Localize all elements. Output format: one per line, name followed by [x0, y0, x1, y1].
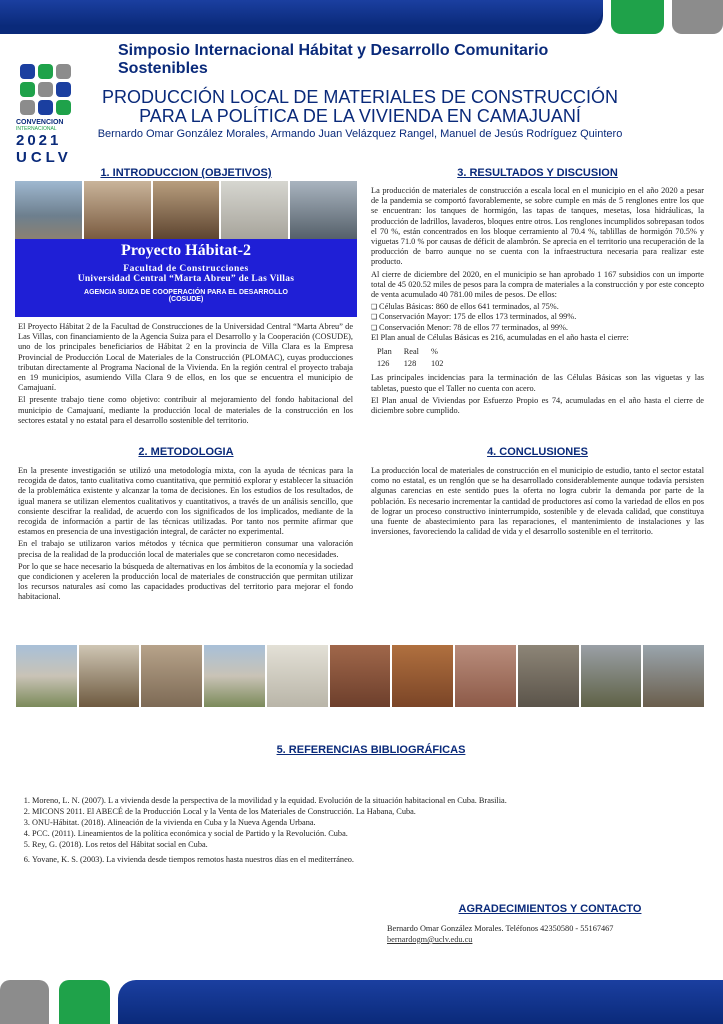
title-line-2: PARA LA POLÍTICA DE LA VIVIENDA EN CAMAJUANÍ [139, 106, 581, 126]
photo [330, 645, 391, 707]
table-header-cell: % [430, 347, 438, 357]
reference-item: 4. PCC. (2011). Lineamientos de la política económica y social de Partido y la Revolución. Cuba. [32, 828, 618, 839]
photo [643, 645, 704, 707]
photo [267, 645, 328, 707]
section-3-body [371, 186, 704, 418]
reference-item: 3. ONU-Hábitat. (2018). Alineación de la vivienda en Cuba y la Nueva Agenda Urbana. [32, 817, 618, 828]
symposium-name: Simposio Internacional Hábitat y Desarrollo Comunitario Sostenibles [118, 42, 549, 77]
section-5-title: 5. REFERENCIAS BIBLIOGRÁFICAS [276, 744, 466, 756]
photo [84, 181, 151, 239]
section-2-title: 2. METODOLOGIA [138, 446, 234, 458]
logo-squares [20, 64, 72, 115]
section-3-title: 3. RESULTADOS Y DISCUSION [457, 167, 618, 179]
section-4-body [371, 466, 704, 539]
photo [79, 645, 140, 707]
banner-agency: AGENCIA SUIZA DE COOPERACIÓN PARA EL DESARROLLO [84, 289, 288, 296]
poster-title [90, 88, 630, 126]
photo [141, 645, 202, 707]
project-banner [15, 239, 357, 317]
paragraph: La producción local de materiales de construcción en el municipio de estudio, tanto el sector estatal como no estatal, es un renglón que se ha desarrollado considerablemente aunque todavía persisten algunas carencias en este sentido pues la oferta no logra cubrir la demanda por parte de la población. Es necesario incrementar la cantidad de productores así como la variedad de ellos en pos de lograr un proceso constructivo ininterrumpido, sostenible y de elevada calidad, que constituya una fuente de abastecimiento para las reparaciones, el mantenimiento de instalaciones y las inversiones, favoreciendo la calidad de vida y el desarrollo sostenible en el territorio. [371, 466, 704, 537]
contact-line: Bernardo Omar González Morales. Teléfonos 42350580 - 55167467 [387, 924, 614, 933]
top-blue-band [0, 0, 603, 34]
reference-item: 6. Yovane, K. S. (2003). La vivienda desde tiempos remotos hasta nuestros días en el mediterráneo. [32, 854, 618, 865]
photo [204, 645, 265, 707]
banner-faculty: Facultad de Construcciones [123, 264, 249, 274]
paragraph: En el trabajo se utilizaron varios métodos y técnica que permitieron consumar una valoración precisa de la realidad de la producción local de materiales que se concretaron como necesidades. [18, 539, 353, 559]
list-item: ❑ Conservación Menor: 78 de ellos 77 terminados, al 99%. [371, 323, 704, 333]
table-header-row [377, 347, 453, 357]
logo-text-internacional: INTERNACIONAL [16, 126, 57, 132]
photo-gallery [16, 645, 704, 707]
logo-text-year: 2021 [16, 132, 62, 149]
table-header-cell: Real [403, 347, 419, 357]
reference-item: 5. Rey, G. (2018). Los retos del Hábitat social en Cuba. [32, 839, 618, 850]
photo [221, 181, 288, 239]
photo [581, 645, 642, 707]
top-gray-tab [672, 0, 723, 34]
contact-title: AGRADECIMIENTOS Y CONTACTO [458, 903, 642, 915]
contact-email-link[interactable]: bernardogm@uclv.edu.cu [387, 935, 473, 944]
paragraph: El presente trabajo tiene como objetivo: contribuir al mejoramiento del fondo habitacional del municipio de Camajuaní, mediante la producción local de materiales de la construcción en los sectores estatal y no estatal para el desarrollo sostenible del territorio. [18, 395, 353, 425]
photo [392, 645, 453, 707]
intro-photo-strip [15, 181, 357, 239]
contact-info [387, 923, 613, 945]
references-list [18, 795, 618, 865]
table-row [377, 359, 453, 369]
paragraph: Las principales incidencias para la terminación de las Células Básicas son las viguetas y las tabletas, puesto que el Taller no cuenta con acero. [371, 373, 704, 393]
bottom-green-tab [59, 980, 110, 1024]
section-2-body [18, 466, 353, 605]
top-green-tab [611, 0, 664, 34]
table-header-cell: Plan [377, 347, 392, 357]
photo [153, 181, 220, 239]
reference-item: 2. MICONS 2011. El ABECÉ de la Producción Local y la Venta de los Materiales de Construcción. La Habana, Cuba. [32, 806, 618, 817]
photo [518, 645, 579, 707]
section-4-title: 4. CONCLUSIONES [487, 446, 588, 458]
paragraph: El Plan anual de Células Básicas es 216, acumuladas en el año hasta el cierre: [371, 332, 629, 342]
list-item: ❑ Células Básicas: 860 de ellos 641 terminados, al 75%. [371, 302, 704, 312]
paragraph: Por lo que se hace necesario la búsqueda de alternativas en los ámbitos de la economía y la sociedad que condicionen y aceleren la producción local de materiales de construcción que permitan utilizar los recursos naturales así como las capacidades productivas del territorio para mejorar el fondo habitacional. [18, 561, 353, 602]
banner-cosude: (COSUDE) [168, 296, 204, 303]
title-line-1: PRODUCCIÓN LOCAL DE MATERIALES DE CONSTRUCCIÓN [101, 87, 619, 107]
authors: Bernardo Omar González Morales, Armando Juan Velázquez Rangel, Manuel de Jesús Rodríguez Quintero [97, 128, 623, 140]
banner-university: Universidad Central “Marta Abreu” de Las Villas [77, 274, 295, 284]
photo [455, 645, 516, 707]
paragraph: El Proyecto Hábitat 2 de la Facultad de Construcciones de la Universidad Central “Marta Abreu” de Las Villas, con financiamiento de la Agencia Suiza para el Desarrollo y la Cooperación (COSUDE), uno de los principales beneficiarios de Hábitat 2 en la provincia de Villa Clara es la Empresa Provincial de Producción Local de Materiales de la Construcción (PLOMAC), cuyas producciones tributan directamente al Programa Nacional de la Vivienda. En la región central el proyecto trabaja en 19 municipios, asumiendo Villa Clara 9 de ellos, en los que se encuentra el municipio de Camajuaní. [18, 322, 353, 393]
photo [16, 645, 77, 707]
section-1-title: 1. INTRODUCCION (OBJETIVOS) [100, 167, 272, 179]
banner-project-name: Proyecto Hábitat-2 [121, 242, 251, 259]
photo [290, 181, 357, 239]
bottom-blue-band [118, 980, 723, 1024]
paragraph: El Plan anual de Viviendas por Esfuerzo Propio es 74, acumuladas en el año hasta el cierre de diciembre sobre cumplido. [371, 395, 704, 416]
paragraph: La producción de materiales de construcción a escala local en el municipio en el año 2020 a pesar de la pandemia se comportó favorablemente, se sobre cumple en más de 5 renglones entre los que se encuentran: los tanques de hormigón, las tapas de tanques, mesetas, losa hidráulicas, la producción de ladrillos, lavaderos, bloques entre otros. Los renglones incumplidos sobrepasan todos el 70 %, están concentrados en los bloque cerramiento al 70.4 %, tablillas de hormigón 70.5% y viguetas 71.0 % por causas de déficit de alambrón. Se aprecia en el territorio una recuperación de la producción de barro aunque no se cuenta con la infraestructura necesaria para realizar este producto. [371, 186, 704, 267]
table-cell: 126 [377, 359, 390, 369]
reference-item: 1. Moreno, L. N. (2007). L a vivienda desde la perspectiva de la movilidad y la equidad. Evolución de la situación habitacional en Cuba. Brasilia. [32, 795, 618, 806]
logo-text-convencion: CONVENCION [16, 119, 64, 126]
photo [15, 181, 82, 239]
bottom-gray-tab [0, 980, 49, 1024]
logo-text-uclv: UCLV [16, 149, 72, 166]
subsidy-list [371, 302, 704, 333]
convention-logo [16, 64, 72, 166]
table-cell: 128 [403, 359, 417, 369]
section-1-body [18, 322, 353, 428]
list-item: ❑ Conservación Mayor: 175 de ellos 173 terminados, al 99%. [371, 312, 704, 322]
paragraph: En la presente investigación se utilizó una metodología mixta, con la ayuda de técnicas para la recogida de datos, tanto cualitativa como cuantitativa, que permitió explorar y establecer la situación de la problemática existente y alcanzar la toma de decisiones. En los estudios de los resultados, de igual manera se utilizan elementos cualitativos y cuantitativos, a través de un análisis sencillo, que consiente descifrar la realidad, de acuerdo con los significados de los implicados, mediante de la recogida de información a partir de las técnicas utilizadas. Por tanto nos permite afirmar que estamos en presencia de una investigación integral, de carácter no experimental. [18, 466, 353, 537]
paragraph: Al cierre de diciembre del 2020, en el municipio se han aprobado 1 167 subsidios con un importe total de 45 020.52 miles de pesos para la compra de materiales a la construcción y por este concepto de venta acumulado 40 781.00 miles de pesos. De ellos: [371, 269, 704, 300]
table-cell: 102 [430, 359, 444, 369]
plan-table [375, 345, 455, 371]
